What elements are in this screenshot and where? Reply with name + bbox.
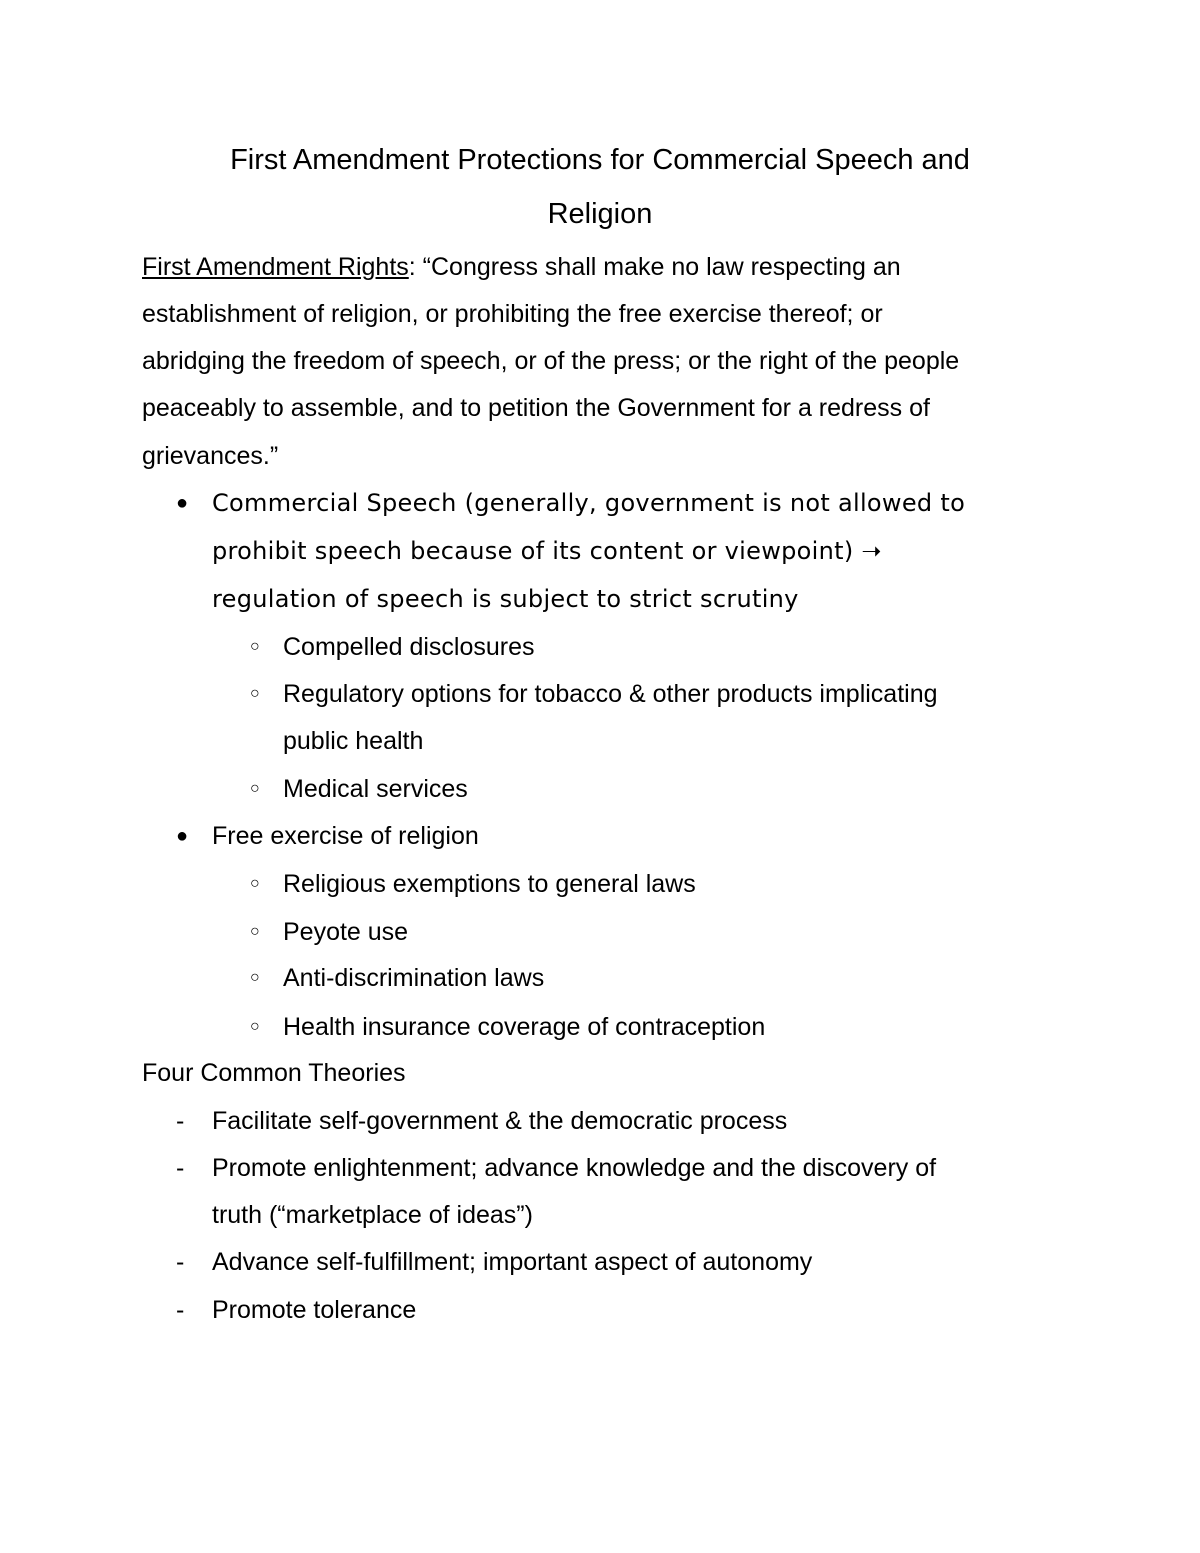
sub-item-religious-exemptions: Religious exemptions to general laws bbox=[283, 870, 696, 898]
sub-bullet-marker: ○ bbox=[250, 685, 260, 702]
intro-line-2: establishment of religion, or prohibiting the free exercise thereof; or bbox=[142, 300, 883, 328]
bullet-marker: ● bbox=[176, 492, 189, 514]
sub-bullet-marker: ○ bbox=[250, 780, 260, 797]
intro-colon: : bbox=[408, 253, 416, 281]
sub-bullet-marker: ○ bbox=[250, 1018, 260, 1035]
sub-item-health-insurance: Health insurance coverage of contraception bbox=[283, 1013, 766, 1041]
sub-item-compelled-disclosures: Compelled disclosures bbox=[283, 633, 535, 661]
theory-self-fulfillment: Advance self-fulfillment; important aspect of autonomy bbox=[212, 1248, 813, 1276]
sub-bullet-marker: ○ bbox=[250, 638, 260, 655]
intro-line-4: peaceably to assemble, and to petition the Government for a redress of bbox=[142, 394, 930, 422]
dash-marker: - bbox=[176, 1154, 185, 1182]
sub-bullet-marker: ○ bbox=[250, 923, 260, 940]
theories-heading: Four Common Theories bbox=[142, 1059, 406, 1087]
bullet-free-exercise: Free exercise of religion bbox=[212, 822, 479, 850]
theory-enlightenment-line-1: Promote enlightenment; advance knowledge and the discovery of bbox=[212, 1154, 937, 1182]
intro-text: “Congress shall make no law respecting an bbox=[415, 253, 901, 281]
intro-label: First Amendment Rights bbox=[142, 253, 409, 281]
sub-bullet-marker: ○ bbox=[250, 969, 260, 986]
sub-item-anti-discrimination: Anti-discrimination laws bbox=[283, 964, 545, 992]
sub-item-peyote-use: Peyote use bbox=[283, 918, 409, 946]
bullet-marker: ● bbox=[176, 825, 189, 847]
intro-line-1 bbox=[142, 252, 901, 282]
sub-item-regulatory-options-line-1: Regulatory options for tobacco & other products implicating bbox=[283, 680, 938, 708]
intro-line-5: grievances.” bbox=[142, 442, 279, 470]
bullet-commercial-speech-line-2: prohibit speech because of its content or viewpoint) ➝ bbox=[212, 537, 882, 565]
dash-marker: - bbox=[176, 1296, 185, 1324]
sub-item-regulatory-options-line-2: public health bbox=[283, 727, 424, 755]
theory-tolerance: Promote tolerance bbox=[212, 1296, 417, 1324]
sub-bullet-marker: ○ bbox=[250, 875, 260, 892]
bullet-commercial-speech-line-1: Commercial Speech (generally, government is not allowed to bbox=[212, 489, 966, 517]
bullet-commercial-speech-line-3: regulation of speech is subject to strict scrutiny bbox=[212, 585, 799, 613]
sub-item-medical-services: Medical services bbox=[283, 775, 468, 803]
dash-marker: - bbox=[176, 1107, 185, 1135]
theory-enlightenment-line-2: truth (“marketplace of ideas”) bbox=[212, 1201, 533, 1229]
theory-self-government: Facilitate self-government & the democratic process bbox=[212, 1107, 788, 1135]
page-title-line-1: First Amendment Protections for Commercial Speech and bbox=[230, 144, 970, 176]
intro-line-3: abridging the freedom of speech, or of the press; or the right of the people bbox=[142, 347, 960, 375]
page-title-line-2: Religion bbox=[547, 198, 653, 230]
dash-marker: - bbox=[176, 1248, 185, 1276]
